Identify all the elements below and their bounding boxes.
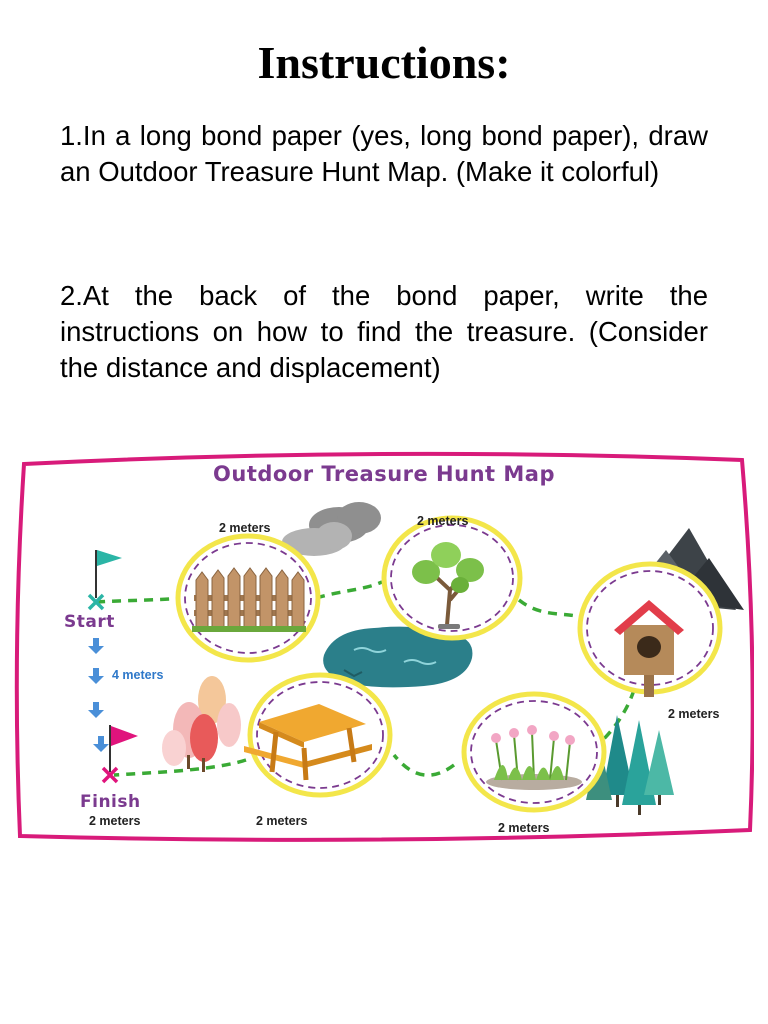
start-label: Start xyxy=(64,612,115,632)
distance-label: 2 meters xyxy=(417,514,469,528)
flowers-icon xyxy=(464,694,604,810)
fence-icon xyxy=(178,536,318,660)
distance-label: 2 meters xyxy=(219,521,271,535)
distance-label: 2 meters xyxy=(498,821,550,835)
map-title: Outdoor Treasure Hunt Map xyxy=(213,462,555,486)
map-illustration xyxy=(14,450,754,844)
instruction-2: 2.At the back of the bond paper, write the instructions on how to find the treasure. (Consider the distance and displacement) xyxy=(60,280,708,383)
tree-icon xyxy=(384,518,520,638)
distance-label: 2 meters xyxy=(256,814,308,828)
distance-label: 2 meters xyxy=(668,707,720,721)
treasure-hunt-map xyxy=(14,450,754,844)
finish-label: Finish xyxy=(80,792,141,812)
instruction-1: 1.In a long bond paper (yes, long bond paper), draw an Outdoor Treasure Hunt Map. (Make it colorful) xyxy=(60,120,708,187)
page-title: Instructions: xyxy=(257,37,511,88)
distance-label: 2 meters xyxy=(89,814,141,828)
distance-label: 4 meters xyxy=(112,668,164,682)
